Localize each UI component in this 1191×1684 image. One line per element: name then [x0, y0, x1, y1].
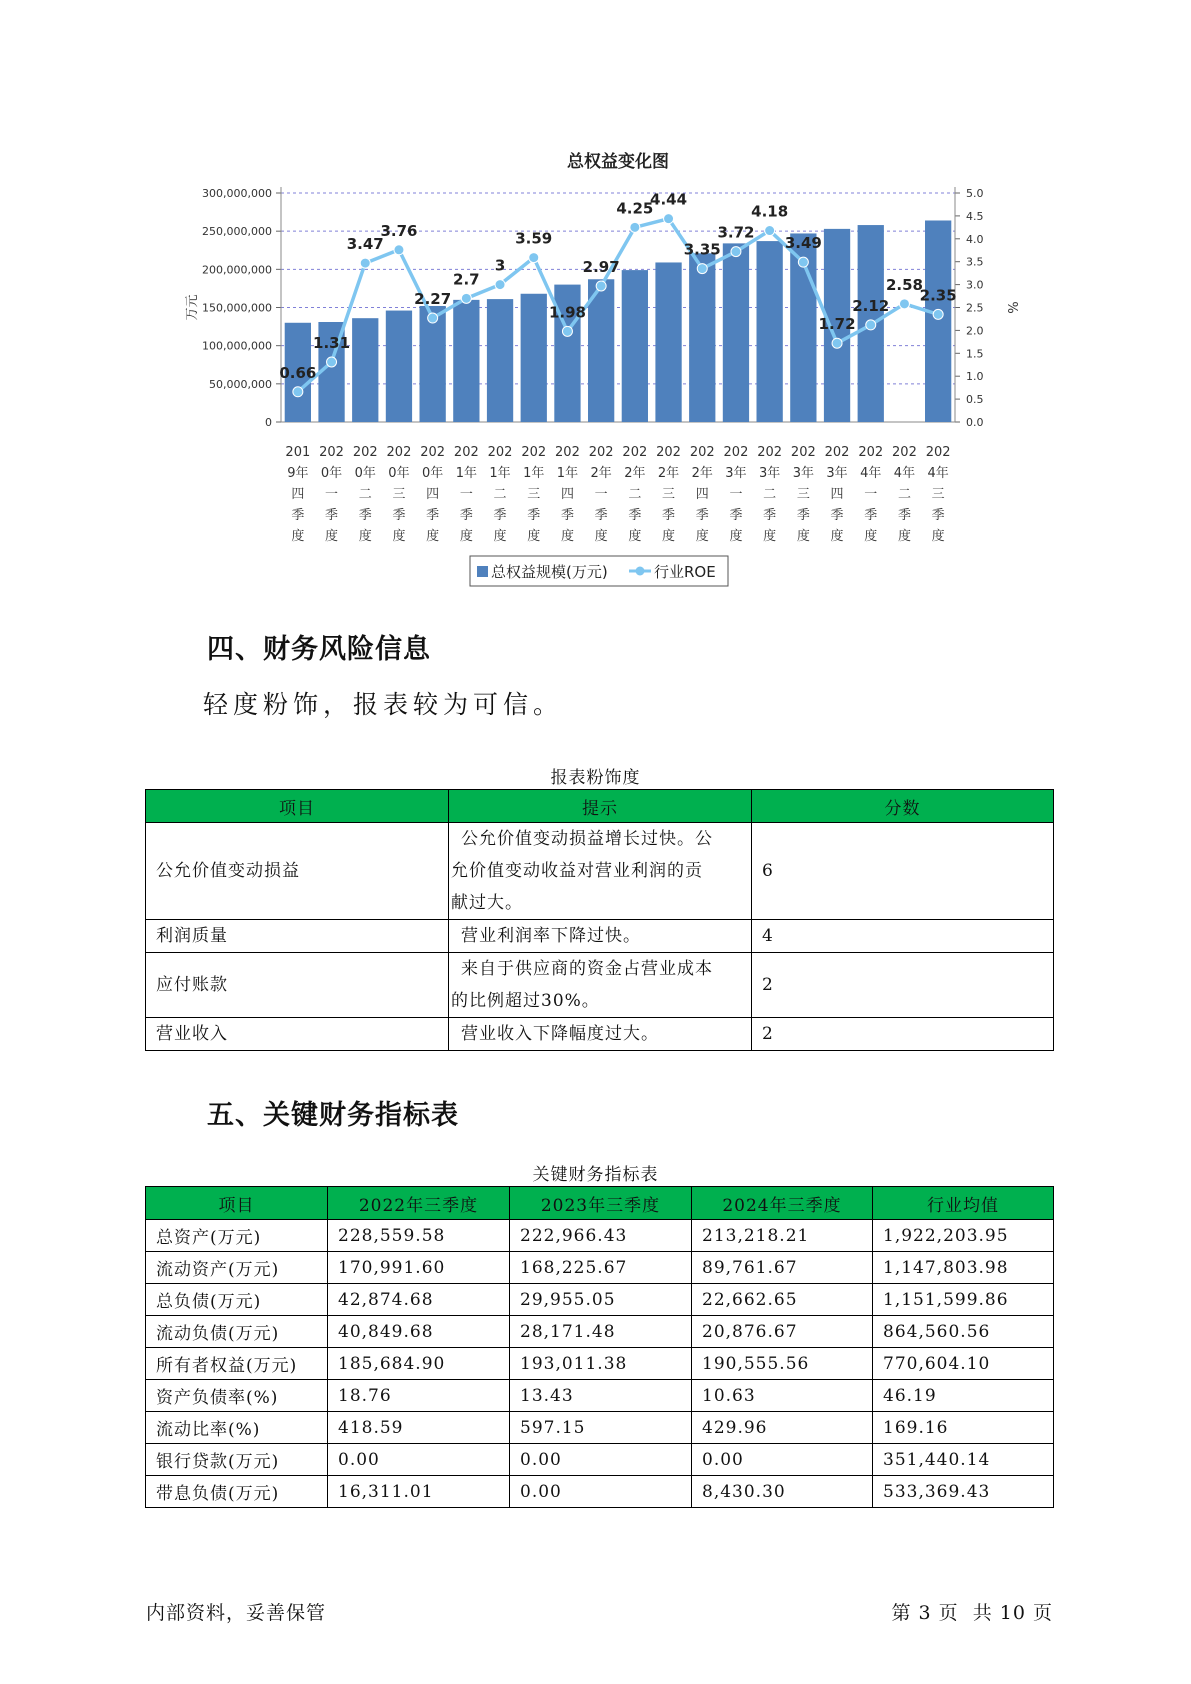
kpi-value: 10.63 [692, 1380, 873, 1412]
x-tick-label: 三 [662, 487, 676, 502]
kpi-value: 168,225.67 [510, 1252, 692, 1284]
x-tick-label: 202 [757, 445, 783, 460]
risk-hint [449, 953, 752, 1018]
x-tick-label: 202 [487, 445, 513, 460]
x-tick-label: 二 [628, 487, 642, 502]
x-tick-label: 季 [594, 508, 608, 523]
risk-hint-line: 允价值变动收益对营业利润的贡 [451, 861, 703, 881]
kpi-header-industry: 行业均值 [873, 1187, 1054, 1220]
x-tick-label: 度 [796, 529, 810, 544]
right-tick-label: 3.0 [966, 278, 984, 292]
right-tick-label: 1.0 [966, 370, 984, 384]
x-tick-label: 度 [291, 529, 305, 544]
roe-point [899, 299, 909, 309]
roe-data-label: 1.31 [313, 334, 351, 353]
x-tick-label: 四 [830, 487, 844, 502]
risk-hint-line: 营业利润率下降过快。 [461, 926, 641, 946]
x-tick-label: 度 [763, 529, 777, 544]
x-tick-label: 一 [864, 487, 878, 502]
kpi-item: 总负债(万元) [146, 1284, 328, 1316]
equity-bar [386, 311, 412, 422]
x-tick-label: 季 [493, 508, 507, 523]
roe-data-label: 2.97 [582, 257, 620, 276]
kpi-value: 533,369.43 [873, 1476, 1054, 1508]
risk-table [145, 789, 1054, 1051]
risk-header-score: 分数 [752, 790, 1054, 823]
kpi-value: 18.76 [328, 1380, 510, 1412]
x-tick-label: 度 [426, 529, 440, 544]
x-tick-label: 二 [763, 487, 777, 502]
x-tick-label: 二 [358, 487, 372, 502]
left-tick-label: 50,000,000 [209, 377, 272, 391]
roe-data-label: 4.44 [650, 190, 688, 209]
x-tick-label: 202 [453, 445, 479, 460]
risk-hint-line: 营业收入下降幅度过大。 [461, 1024, 659, 1044]
risk-item: 营业收入 [146, 1018, 449, 1051]
roe-point [394, 245, 404, 255]
legend-line-marker [636, 567, 645, 576]
x-tick-label: 度 [897, 529, 911, 544]
x-tick-label: 202 [622, 445, 648, 460]
x-tick-label: 度 [695, 529, 709, 544]
chart-title: 总权益变化图 [567, 152, 669, 172]
kpi-value: 29,955.05 [510, 1284, 692, 1316]
x-tick-label: 202 [588, 445, 614, 460]
x-tick-label: 4年 [927, 466, 949, 481]
equity-bar [925, 220, 951, 422]
right-tick-label: 0.5 [966, 393, 984, 407]
x-tick-label: 2年 [590, 466, 612, 481]
equity-bar [689, 253, 715, 422]
x-tick-label: 三 [527, 487, 541, 502]
roe-point [798, 257, 808, 267]
x-tick-label: 度 [459, 529, 473, 544]
kpi-value: 13.43 [510, 1380, 692, 1412]
risk-hint [449, 823, 752, 920]
kpi-table-row [146, 1252, 1054, 1284]
kpi-item: 流动负债(万元) [146, 1316, 328, 1348]
x-tick-label: 度 [493, 529, 507, 544]
x-tick-label: 度 [931, 529, 945, 544]
right-tick-label: 2.5 [966, 301, 984, 315]
x-tick-label: 季 [864, 508, 878, 523]
equity-bar [655, 262, 681, 422]
x-tick-label: 202 [386, 445, 412, 460]
x-tick-label: 2年 [691, 466, 713, 481]
x-tick-label: 季 [931, 508, 945, 523]
roe-data-label: 2.35 [919, 286, 957, 305]
kpi-value: 89,761.67 [692, 1252, 873, 1284]
roe-point [293, 387, 303, 397]
kpi-value: 0.00 [692, 1444, 873, 1476]
x-tick-label: 度 [358, 529, 372, 544]
left-tick-label: 0 [265, 416, 272, 429]
roe-data-label: 4.18 [751, 202, 789, 221]
x-tick-label: 0年 [354, 466, 376, 481]
kpi-table-row [146, 1220, 1054, 1252]
x-tick-label: 202 [723, 445, 749, 460]
roe-point [461, 293, 471, 303]
x-tick-label: 度 [594, 529, 608, 544]
risk-table-header [146, 790, 1054, 823]
roe-point [697, 264, 707, 274]
x-tick-label: 3年 [826, 466, 848, 481]
kpi-value: 864,560.56 [873, 1316, 1054, 1348]
roe-data-label: 3 [494, 256, 506, 275]
x-tick-label: 度 [830, 529, 844, 544]
right-tick-label: 4.0 [966, 232, 984, 246]
x-tick-label: 季 [729, 508, 743, 523]
left-tick-label: 250,000,000 [202, 225, 272, 239]
x-tick-label: 202 [521, 445, 547, 460]
x-tick-label: 季 [560, 508, 574, 523]
x-tick-label: 202 [790, 445, 816, 460]
kpi-value: 185,684.90 [328, 1348, 510, 1380]
risk-score: 2 [752, 953, 1054, 1018]
x-tick-label: 0年 [320, 466, 343, 481]
x-tick-label: 三 [931, 487, 945, 502]
roe-data-label: 1.98 [548, 303, 586, 322]
kpi-value: 1,922,203.95 [873, 1220, 1054, 1252]
x-tick-label: 202 [555, 445, 580, 460]
roe-point [866, 320, 876, 330]
risk-item: 应付账款 [146, 953, 449, 1018]
kpi-table-row [146, 1380, 1054, 1412]
kpi-value: 46.19 [873, 1380, 1054, 1412]
roe-point [664, 214, 674, 224]
x-tick-label: 202 [892, 445, 917, 460]
x-tick-label: 4年 [860, 466, 882, 481]
kpi-value: 28,171.48 [510, 1316, 692, 1348]
x-tick-label: 季 [662, 508, 676, 523]
risk-hint-line: 来自于供应商的资金占营业成本 [461, 959, 713, 979]
x-tick-label: 二 [897, 487, 911, 502]
right-tick-label: 1.5 [966, 347, 984, 361]
x-tick-label: 季 [325, 508, 339, 523]
x-tick-label: 度 [628, 529, 642, 544]
roe-data-label: 3.72 [717, 223, 755, 242]
roe-data-label: 3.35 [683, 240, 721, 259]
section-4-heading: 四、财务风险信息 [207, 634, 431, 665]
equity-bar [723, 243, 749, 422]
roe-point [933, 309, 943, 319]
x-tick-label: 季 [763, 508, 777, 523]
risk-hint-line: 的比例超过30%。 [451, 991, 600, 1011]
x-tick-label: 9年 [287, 466, 309, 481]
x-tick-label: 四 [695, 487, 709, 502]
risk-summary: 轻度粉饰，报表较为可信。 [203, 690, 564, 719]
kpi-value: 190,555.56 [692, 1348, 873, 1380]
kpi-item: 带息负债(万元) [146, 1476, 328, 1508]
roe-point [360, 258, 370, 268]
risk-hint [449, 1018, 752, 1051]
equity-bar [622, 270, 648, 422]
right-tick-label: 3.5 [966, 255, 984, 269]
right-tick-label: 0.0 [966, 416, 984, 429]
roe-data-label: 0.66 [279, 363, 317, 382]
left-tick-label: 300,000,000 [202, 187, 272, 200]
kpi-value: 193,011.38 [510, 1348, 692, 1380]
risk-table-caption: 报表粉饰度 [550, 768, 641, 788]
risk-item: 公允价值变动损益 [146, 823, 449, 920]
x-tick-label: 一 [594, 487, 608, 502]
x-tick-label: 四 [426, 487, 440, 502]
roe-data-label: 2.58 [885, 275, 923, 294]
risk-table-row [146, 1018, 1054, 1051]
roe-data-label: 3.59 [515, 229, 553, 248]
risk-hint-line: 献过大。 [451, 893, 523, 913]
risk-score: 6 [752, 823, 1054, 920]
roe-point [630, 222, 640, 232]
x-tick-label: 一 [325, 487, 339, 502]
x-tick-label: 3年 [792, 466, 814, 481]
left-axis-label: 万元 [185, 294, 200, 321]
roe-point [327, 357, 337, 367]
x-tick-label: 1年 [523, 466, 545, 481]
x-tick-label: 季 [426, 508, 440, 523]
roe-data-label: 4.25 [616, 199, 654, 218]
x-tick-label: 3年 [759, 466, 781, 481]
right-tick-label: 5.0 [966, 187, 984, 200]
risk-item: 利润质量 [146, 920, 449, 953]
equity-bar [521, 294, 547, 422]
roe-point [832, 338, 842, 348]
kpi-value: 40,849.68 [328, 1316, 510, 1348]
x-tick-label: 0年 [422, 466, 444, 481]
x-tick-label: 季 [796, 508, 810, 523]
equity-chart [0, 0, 1191, 600]
left-tick-label: 200,000,000 [202, 263, 272, 277]
kpi-value: 8,430.30 [692, 1476, 873, 1508]
risk-score: 4 [752, 920, 1054, 953]
x-tick-label: 2年 [657, 466, 680, 481]
x-tick-label: 季 [459, 508, 473, 523]
x-tick-label: 202 [824, 445, 850, 460]
right-axis-label: % [1004, 301, 1019, 314]
kpi-table-row [146, 1284, 1054, 1316]
x-tick-label: 202 [858, 445, 884, 460]
roe-data-label: 3.47 [346, 235, 384, 254]
roe-data-label: 2.27 [414, 290, 452, 309]
roe-point [562, 326, 572, 336]
risk-header-item: 项目 [146, 790, 449, 823]
x-tick-label: 度 [560, 529, 574, 544]
roe-point [428, 313, 438, 323]
x-tick-label: 季 [291, 508, 305, 523]
roe-point [596, 281, 606, 291]
kpi-table-header [146, 1187, 1054, 1220]
roe-point [529, 253, 539, 263]
footer-confidential: 内部资料，妥善保管 [146, 1602, 327, 1624]
kpi-item: 流动比率(%) [146, 1412, 328, 1444]
x-tick-label: 1年 [489, 466, 511, 481]
kpi-item: 流动资产(万元) [146, 1252, 328, 1284]
kpi-item: 资产负债率(%) [146, 1380, 328, 1412]
equity-bar [453, 300, 479, 422]
x-tick-label: 1年 [556, 466, 579, 481]
risk-hint [449, 920, 752, 953]
roe-point [765, 226, 775, 236]
x-tick-label: 四 [560, 487, 574, 502]
x-tick-label: 202 [656, 445, 681, 460]
kpi-header-item: 项目 [146, 1187, 328, 1220]
risk-score: 2 [752, 1018, 1054, 1051]
x-tick-label: 季 [358, 508, 372, 523]
kpi-value: 22,662.65 [692, 1284, 873, 1316]
x-tick-label: 4年 [893, 466, 916, 481]
risk-table-row [146, 953, 1054, 1018]
x-tick-label: 季 [527, 508, 541, 523]
x-tick-label: 三 [392, 487, 406, 502]
kpi-table-row [146, 1348, 1054, 1380]
kpi-value: 351,440.14 [873, 1444, 1054, 1476]
kpi-value: 1,147,803.98 [873, 1252, 1054, 1284]
kpi-value: 418.59 [328, 1412, 510, 1444]
kpi-item: 银行贷款(万元) [146, 1444, 328, 1476]
kpi-table-row [146, 1316, 1054, 1348]
kpi-value: 222,966.43 [510, 1220, 692, 1252]
x-tick-label: 202 [689, 445, 715, 460]
x-tick-label: 季 [392, 508, 406, 523]
kpi-value: 0.00 [510, 1444, 692, 1476]
kpi-table [145, 1186, 1054, 1508]
kpi-value: 770,604.10 [873, 1348, 1054, 1380]
kpi-value: 0.00 [328, 1444, 510, 1476]
x-tick-label: 1年 [455, 466, 477, 481]
kpi-table-row [146, 1412, 1054, 1444]
roe-data-label: 3.49 [784, 234, 822, 253]
kpi-item: 总资产(万元) [146, 1220, 328, 1252]
x-tick-label: 二 [493, 487, 507, 502]
risk-table-row [146, 920, 1054, 953]
kpi-value: 169.16 [873, 1412, 1054, 1444]
x-tick-label: 季 [695, 508, 709, 523]
x-tick-label: 3年 [725, 466, 747, 481]
x-tick-label: 202 [420, 445, 446, 460]
equity-bar [757, 241, 783, 422]
left-tick-label: 150,000,000 [202, 301, 272, 315]
x-tick-label: 度 [527, 529, 541, 544]
roe-point [495, 280, 505, 290]
x-tick-label: 一 [459, 487, 473, 502]
left-tick-label: 100,000,000 [202, 339, 272, 353]
x-tick-label: 0年 [388, 466, 410, 481]
right-tick-label: 4.5 [966, 209, 984, 223]
kpi-header-2022q3: 2022年三季度 [328, 1187, 510, 1220]
right-tick-label: 2.0 [966, 324, 984, 338]
legend-bar-label: 总权益规模(万元) [491, 563, 608, 581]
x-tick-label: 度 [392, 529, 406, 544]
x-tick-label: 202 [925, 445, 951, 460]
kpi-value: 20,876.67 [692, 1316, 873, 1348]
x-tick-label: 度 [325, 529, 339, 544]
equity-bar [352, 318, 378, 422]
kpi-value: 42,874.68 [328, 1284, 510, 1316]
x-tick-label: 202 [319, 445, 344, 460]
x-tick-label: 度 [662, 529, 676, 544]
roe-data-label: 2.7 [453, 270, 480, 289]
kpi-table-caption: 关键财务指标表 [532, 1165, 659, 1185]
kpi-header-2024q3: 2024年三季度 [692, 1187, 873, 1220]
kpi-item: 所有者权益(万元) [146, 1348, 328, 1380]
roe-data-label: 3.76 [380, 221, 418, 240]
kpi-value: 1,151,599.86 [873, 1284, 1054, 1316]
footer-page-number: 第 3 页 共 10 页 [891, 1602, 1053, 1624]
risk-header-hint: 提示 [449, 790, 752, 823]
roe-point [731, 247, 741, 257]
legend-line-label: 行业ROE [654, 563, 716, 581]
x-tick-label: 四 [291, 487, 305, 502]
x-tick-label: 季 [830, 508, 844, 523]
kpi-value: 597.15 [510, 1412, 692, 1444]
risk-table-row [146, 823, 1054, 920]
kpi-value: 228,559.58 [328, 1220, 510, 1252]
x-tick-label: 201 [285, 445, 311, 460]
kpi-table-row [146, 1476, 1054, 1508]
kpi-header-2023q3: 2023年三季度 [510, 1187, 692, 1220]
x-tick-label: 季 [897, 508, 911, 523]
equity-bar [487, 299, 513, 422]
x-tick-label: 2年 [624, 466, 646, 481]
kpi-value: 213,218.21 [692, 1220, 873, 1252]
x-tick-label: 三 [796, 487, 810, 502]
legend-bar-swatch [477, 566, 488, 577]
kpi-value: 16,311.01 [328, 1476, 510, 1508]
kpi-value: 170,991.60 [328, 1252, 510, 1284]
section-5-heading: 五、关键财务指标表 [207, 1100, 459, 1131]
kpi-value: 0.00 [510, 1476, 692, 1508]
x-tick-label: 度 [864, 529, 878, 544]
kpi-value: 429.96 [692, 1412, 873, 1444]
x-tick-label: 度 [729, 529, 743, 544]
x-tick-label: 202 [352, 445, 378, 460]
kpi-table-row [146, 1444, 1054, 1476]
roe-data-label: 2.12 [852, 296, 890, 315]
risk-hint-line: 公允价值变动损益增长过快。公 [461, 829, 713, 849]
roe-data-label: 1.72 [818, 315, 856, 334]
x-tick-label: 季 [628, 508, 642, 523]
x-tick-label: 一 [729, 487, 743, 502]
